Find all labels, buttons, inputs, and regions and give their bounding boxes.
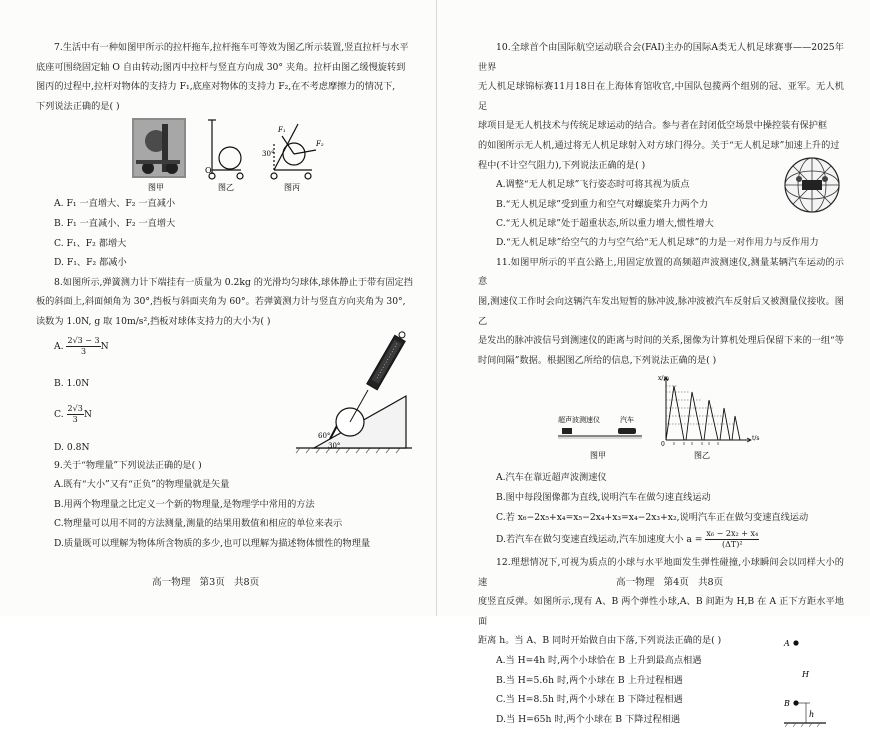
q7-figure-svg: [36, 116, 336, 194]
q7-diagram-yi: [208, 120, 243, 179]
q7-option-d: D. F₁、F₂ 都减小: [54, 257, 127, 269]
q11-option-d: D.若汽车在做匀变速直线运动,汽车加速度大小 a = $\frac{\text{x₆ − 2x₂ + x₄}}{\text{(ΔT)²}}$: [496, 529, 759, 550]
q11-origin-label: 0: [661, 441, 665, 449]
q8-option-a-fraction: $\frac{2√3 - 3}{3}$: [67, 335, 100, 356]
q12-figure-svg: [776, 631, 842, 729]
q8-stem-line1: 8.如图所示,弹簧测力计下端挂有一质量为 0.2kg 的光滑均匀球体,球体静止于带有固定挡: [54, 276, 413, 288]
q12-line2: 度竖直反弹。如图所示,现有 A、B 两个弹性小球,A、B 间距为 H,B 在 A 正下方距水平地面: [478, 596, 844, 627]
q10-option-c: C.“无人机足球”处于超重状态,所以重力增大,惯性增大: [496, 218, 714, 230]
q12-label-A: A: [784, 639, 790, 649]
q10-option-d: D.“无人机足球”给空气的力与空气给“无人机足球”的力是一对作用力与反作用力: [496, 237, 819, 249]
q7-option-a: A. F₁ 一直增大、F₂ 一直减小: [54, 198, 176, 210]
q10-line1: 10.全球首个由国际航空运动联合会(FAI)主办的国际A类无人机足球赛事——2025年世界: [478, 42, 844, 73]
q11-label-meter: 超声波测速仪: [558, 416, 600, 425]
right-page: [478, 38, 844, 731]
q12-line3: 距离 h。当 A、B 同时开始做自由下落,下列说法正确的是( ): [478, 635, 722, 647]
q9-option-a: A.既有“大小”又有“正负”的物理量就是矢量: [54, 479, 230, 491]
q11-option-c: C.若 x₆−2x₅+x₄=x₅−2x₄+x₃=x₄−2x₃+x₂,说明汽车正在做匀变速直线运动: [496, 511, 809, 523]
q12-option-d: D.当 H=65h 时,两个小球在 B 下降过程相遇: [496, 713, 681, 725]
q11-y-axis-label: x/m: [658, 375, 670, 383]
q7-label-O: O: [205, 166, 212, 176]
q8-figure-svg: [294, 326, 418, 456]
q11-line3: 是发出的脉冲波信号到测速仪的距离与时间的关系,图像为计算机处理后保留下来的一组“等: [478, 335, 844, 347]
q8-label-60deg: 60°: [318, 431, 331, 440]
q8-option-c: C. $\frac{2√3}{3}$ N: [54, 403, 92, 424]
q7-stem-line4: 下列说法正确的是( ): [36, 100, 120, 112]
q7-option-c: C. F₁、F₂ 都增大: [54, 237, 127, 249]
left-page-footer: 高一物理 第3页 共8页: [152, 577, 260, 588]
q7-caption-bing: 图丙: [284, 183, 300, 193]
q10-line5: 程中(不计空气阻力),下列说法正确的是( ): [478, 159, 646, 171]
left-page: [36, 38, 422, 554]
q10-option-a: A.调整“无人机足球”飞行姿态时可将其视为质点: [496, 179, 690, 191]
q10-options-block: [478, 175, 844, 253]
q8-stem-line2: 板的斜面上,斜面倾角为 30°,挡板与斜面夹角为 60°。若弹簧测力计与竖直方向夹角为 30°,: [36, 296, 406, 308]
q9-option-c: C.物理量可以用不同的方法测量,测量的结果用数值和相应的单位来表示: [54, 518, 343, 530]
q12-option-c: C.当 H=8.5h 时,两个小球在 B 下降过程相遇: [496, 694, 683, 706]
q12-line1: 12.理想情况下,可视为质点的小球与水平地面发生弹性碰撞,小球瞬间会以同样大小的速: [478, 557, 844, 588]
q7-stem-line3: 图丙的过程中,拉杆对物体的支持力 F₁,底座对物体的支持力 F₂,在不考虑摩擦力的情况下,: [36, 81, 396, 93]
q9-option-b: B.用两个物理量之比定义一个新的物理量,是物理学中常用的方法: [54, 498, 315, 510]
q12-label-H: H: [802, 670, 809, 680]
q11-x-axis-label: t/s: [752, 435, 760, 443]
q7-caption-jia: 图甲: [148, 183, 164, 193]
q10-option-b: B.“无人机足球”受到重力和空气对螺旋桨升力两个力: [496, 198, 709, 210]
q7-stem-line1: 7.生活中有一种如图甲所示的拉杆拖车,拉杆拖车可等效为图乙所示装置,竖直拉杆与水平: [54, 42, 409, 53]
q8-option-d: D. 0.8N: [54, 441, 90, 453]
q11-line1: 11.如图甲所示的平直公路上,用固定放置的高频超声波测速仪,测量某辆汽车运动的示意: [478, 256, 844, 288]
q10-line4: 的如图所示无人机,通过将无人机足球射入对方球门得分。关于“无人机足球”加速上升的过: [478, 139, 840, 151]
q11-caption-yi: 图乙: [694, 451, 710, 461]
q11-line4: 时间间隔”数据。根据图乙所给的信息,下列说法正确的是( ): [478, 354, 717, 366]
page-fold: [436, 0, 437, 616]
q8-label-30deg: 30°: [328, 441, 341, 450]
q7-caption-yi: 图乙: [218, 183, 234, 193]
q11-line2: 图,测速仪工作时会向这辆汽车发出短暂的脉冲波,脉冲波被汽车反射后又被测量仪接收。图乙: [478, 295, 844, 327]
q8-option-b: B. 1.0N: [54, 377, 90, 389]
q11-option-b: B.图中每段图像都为直线,说明汽车在做匀速直线运动: [496, 491, 711, 503]
q11-option-a: A.汽车在靠近超声波测速仪: [496, 472, 607, 484]
q7-photo-jia: [132, 118, 186, 178]
q11-label-car: 汽车: [620, 416, 634, 425]
q12-option-b: B.当 H=5.6h 时,两个小球在 B 上升过程相遇: [496, 674, 683, 686]
q7-option-b: B. F₁ 一直减小、F₂ 一直增大: [54, 217, 176, 229]
q11-caption-jia: 图甲: [590, 451, 606, 461]
q7-label-F1: F₁: [278, 126, 286, 135]
q11-figures: [478, 370, 844, 468]
q12-label-h: h: [809, 710, 815, 720]
q12-label-B: B: [784, 699, 790, 709]
q8-option-a: A. $\frac{2√3 - 3}{3}$ N: [54, 335, 109, 356]
right-page-footer: 高一物理 第4页 共8页: [616, 577, 724, 588]
q9-stem: 9.关于“物理量”下列说法正确的是( ): [54, 459, 202, 471]
q10-line3: 球项目是无人机技术与传统足球运动的结合。参与者在封闭低空场景中操控装有保护框: [478, 120, 828, 132]
q8-block: [36, 332, 422, 456]
q11-figure-svg: [478, 370, 844, 468]
q10-line2: 无人机足球锦标赛11月18日在上海体育馆收官,中国队包揽两个组别的冠、亚军。无人机足: [478, 81, 844, 112]
q8-option-c-fraction: $\frac{2√3}{3}$: [67, 403, 83, 424]
q8-stem-line3: 读数为 1.0N, g 取 10m/s²,挡板对球体支持力的大小为( ): [36, 315, 271, 327]
q7-stem-line2: 底座可围绕固定轴 O 自由转动;图丙中拉杆与竖直方向成 30° 夹角。拉杆由图乙缓慢旋转到: [36, 61, 406, 73]
q9-option-d: D.质量既可以理解为物体所含物质的多少,也可以理解为描述物体惯性的物理量: [54, 537, 371, 549]
drone-ball-image: [782, 155, 842, 215]
q7-figures: [36, 116, 422, 194]
q11-road-diagram: [558, 428, 642, 438]
q11-option-d-fraction: $\frac{\text{x₆ − 2x₂ + x₄}}{\text{(ΔT)²}}$: [706, 529, 759, 550]
q7-label-F2: F₂: [316, 140, 324, 149]
q7-label-angle: 30°: [262, 150, 275, 159]
q12-option-a: A.当 H=4h 时,两个小球恰在 B 上升到最高点相遇: [496, 655, 702, 667]
q11-graph: [664, 377, 751, 445]
